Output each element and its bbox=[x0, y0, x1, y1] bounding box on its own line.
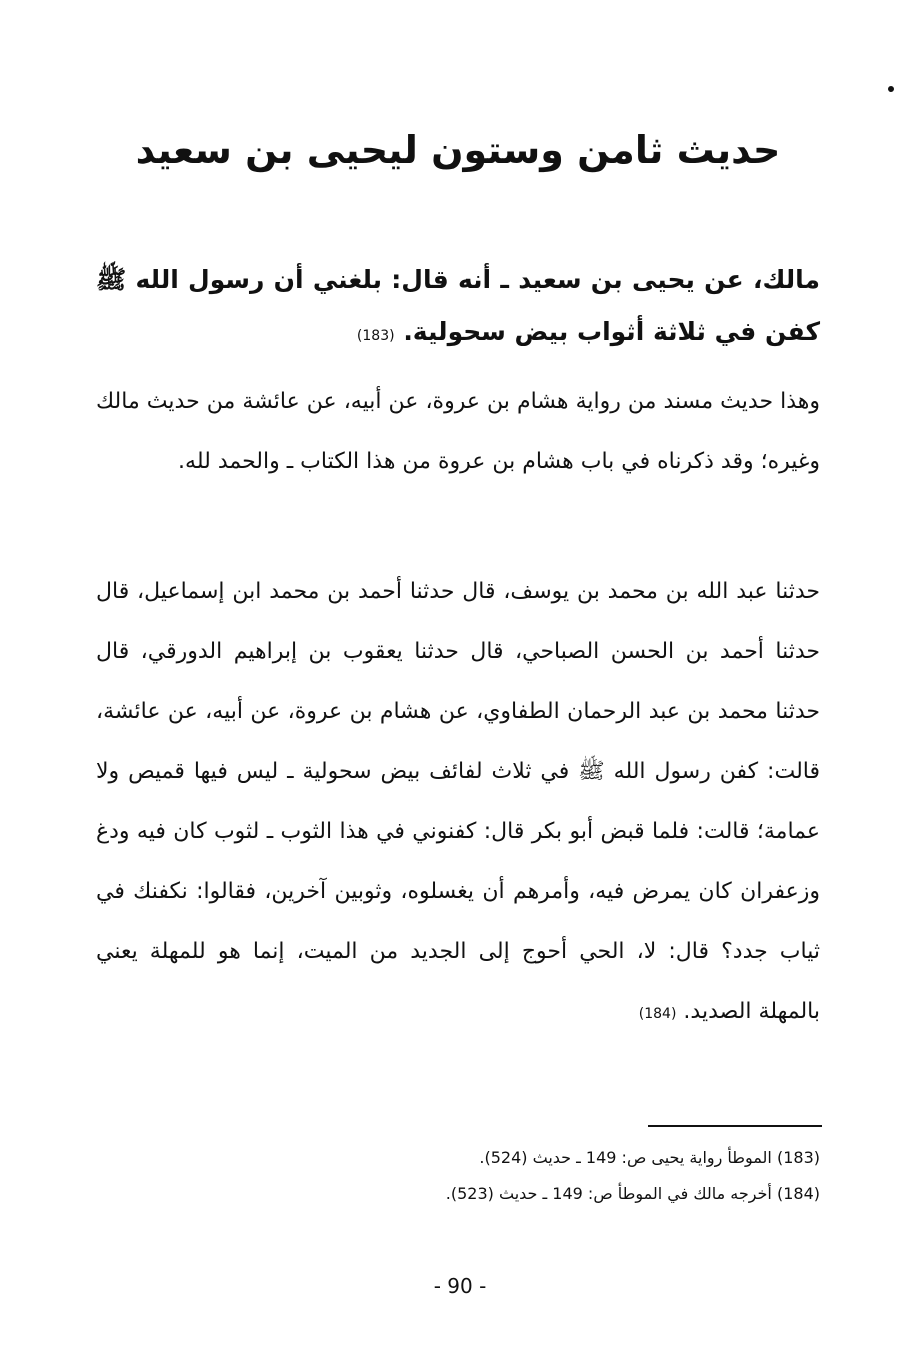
footnote-184: (184) أخرجه مالك في الموطأ ص: 149 ـ حديث (523). bbox=[445, 1184, 820, 1203]
ink-speck bbox=[888, 86, 894, 92]
isnad-body: حدثنا عبد الله بن محمد بن يوسف، قال حدثنا أحمد بن محمد ابن إسماعيل، قال حدثنا أحمد بن الحسن الصباحي، قال حدثنا يعقوب بن إبراهيم الدورقي، قال حدثنا محمد بن عبد الرحمان الطفاوي، عن هشام بن عروة، عن أبيه، عن عائشة، قالت: كفن رسول الله ﷺ في ثلاث لفائف بيض سحولية ـ ليس فيها قميص ولا عمامة؛ قالت: فلما قبض أبو بكر قال: كفنوني في هذا الثوب ـ لثوب كان فيه ودغ وزعفران كان يمرض فيه، وأمرهم أن يغسلوه، وثوبين آخرين، فقالوا: نكفنك في ثياب جدد؟ قال: لا، الحي أحوج إلى الجديد من الميت، إنما هو للمهلة يعني بالمهلة الصديد. bbox=[96, 579, 820, 1024]
footnote-183: (183) الموطأ رواية يحيى ص: 149 ـ حديث (524). bbox=[479, 1148, 820, 1167]
hadith-body: مالك، عن يحيى بن سعيد ـ أنه قال: بلغني أن رسول الله ﷺ كفن في ثلاثة أثواب بيض سحولية. bbox=[96, 265, 820, 346]
footnote-ref-184: (184) bbox=[638, 1006, 677, 1022]
hadith-text bbox=[96, 254, 820, 362]
page-title: حديث ثامن وستون ليحيى بن سعيد bbox=[135, 128, 781, 172]
footnote-divider bbox=[648, 1125, 822, 1127]
commentary-paragraph: وهذا حديث مسند من رواية هشام بن عروة، عن أبيه، عن عائشة من حديث مالك وغيره؛ وقد ذكرناه في باب هشام بن عروة من هذا الكتاب ـ والحمد لله. bbox=[96, 389, 820, 474]
footnote-ref-183: (183) bbox=[356, 328, 395, 344]
isnad-paragraph bbox=[96, 562, 820, 1044]
page-number: - 90 - bbox=[433, 1274, 487, 1298]
